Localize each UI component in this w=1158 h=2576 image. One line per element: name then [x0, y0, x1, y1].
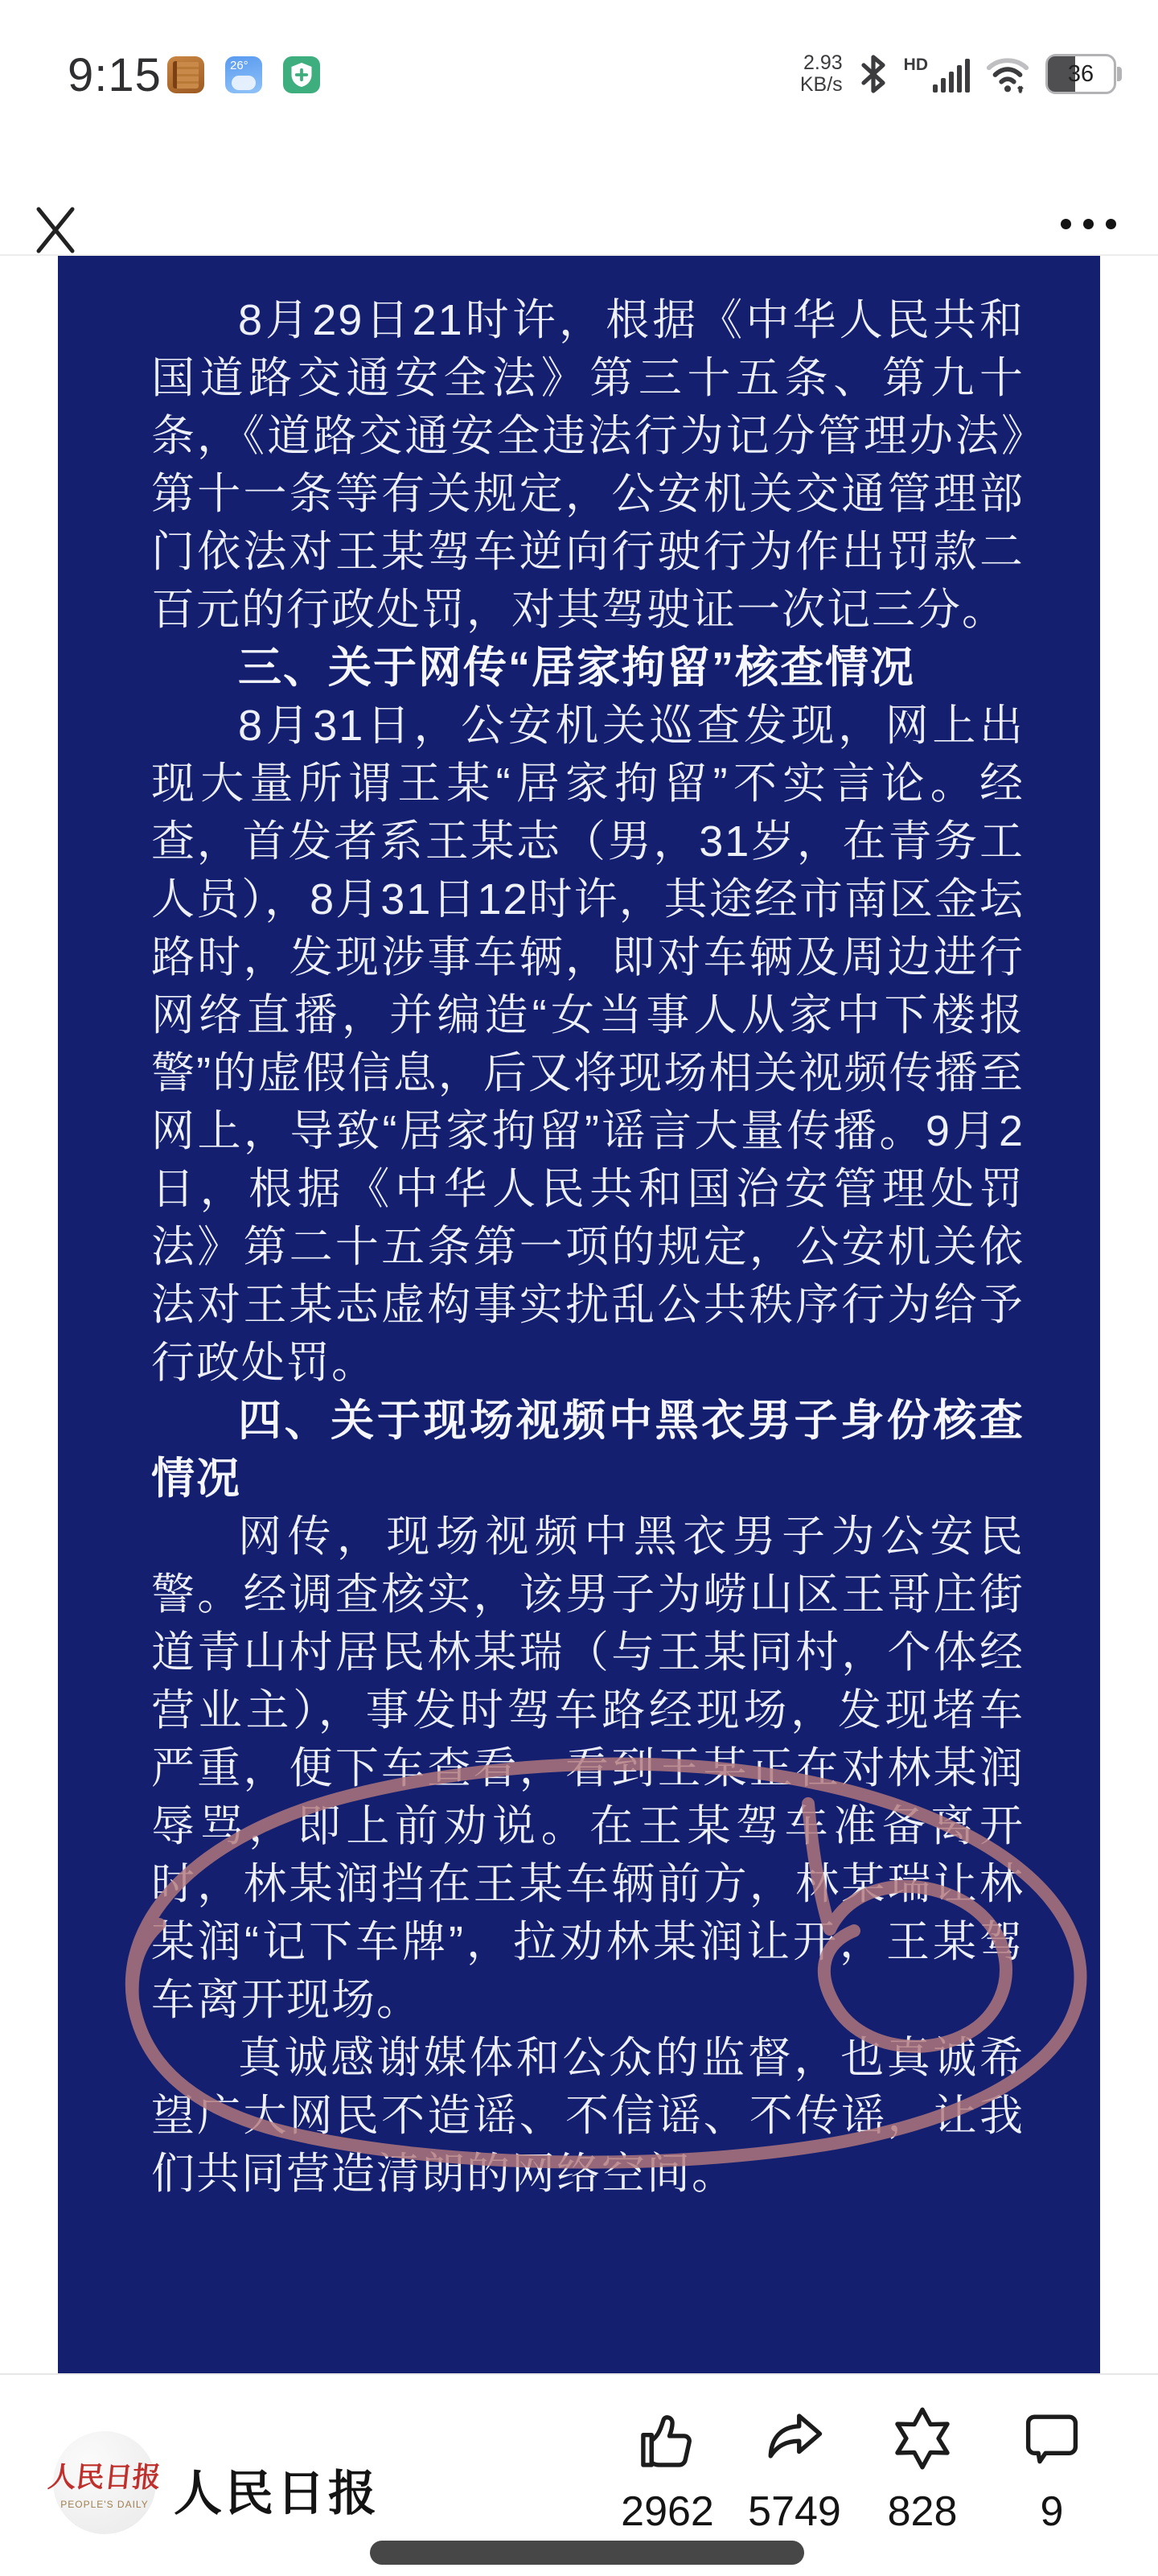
logo-calligraphy-text: 人民日报 [46, 2462, 162, 2493]
notification-app-icons [167, 56, 320, 93]
notice-paragraph: 真诚感谢媒体和公众的监督，也真诚希望广大网民不造谣、不信谣、不传谣，让我们共同营造清朗的网络空间。 [151, 2034, 1025, 2198]
battery-level: 36 [1067, 60, 1094, 87]
viewer-header [0, 201, 1158, 254]
hd-label: HD [903, 56, 928, 74]
publisher-name[interactable]: 人民日报 [174, 2467, 380, 2520]
clock-time: 9:15 [68, 49, 162, 101]
thumbs-up-icon [633, 2404, 702, 2473]
more-options-icon[interactable] [1061, 219, 1116, 229]
wifi-icon [984, 53, 1031, 95]
notice-section-heading: 三、关于网传“居家拘留”核查情况 [238, 644, 915, 692]
comment-count: 9 [1040, 2488, 1064, 2535]
status-indicators [800, 42, 1116, 106]
weather-temp: 26° [230, 59, 248, 72]
logo-english-text: PEOPLE'S DAILY [60, 2499, 149, 2510]
share-arrow-icon [760, 2404, 829, 2473]
notice-paragraph: 8月31日，公安机关巡查发现，网上出现大量所谓王某“居家拘留”不实言论。经查，首发者系王某志（男，31岁，在青务工人员），8月31日12时许，其途经市南区金坛路时，发现涉事车辆，即对车辆及周边进行网络直播，并编造“女当事人从家中下楼报警”的虚假信息，后又将现场相关视频传播至网上，导致“居家拘留”谣言大量传播。9月2日，根据《中华人民共和国治安管理处罚法》第二十五条第一项的规定，公安机关依法对王某志虚构事实扰乱公共秩序行为给予行政处罚。 [151, 702, 1025, 1387]
comment-bubble-icon [1017, 2404, 1086, 2473]
share-button[interactable] [726, 2404, 863, 2536]
notice-paragraph: 网传，现场视频中黑衣男子为公安民警。经调查核实，该男子为崂山区王哥庄街道青山村居民林某瑞（与王某同村，个体经营业主），事发时驾车路经现场，发现堵车严重，便下车查看，看到王某正在对林某润辱骂，即上前劝说。在王某驾车准备离开时，林某润挡在王某车辆前方，林某瑞让林某润“记下车牌”，拉劝林某润让开，王某驾车离开现场。 [151, 1512, 1025, 2024]
bluetooth-icon [857, 53, 889, 95]
like-count: 2962 [621, 2488, 714, 2535]
notice-section-heading: 四、关于现场视频中黑衣男子身份核查情况 [151, 1397, 1025, 1503]
network-speed: 2.93 KB/s [799, 51, 843, 96]
status-bar [0, 42, 1158, 106]
battery-icon [1045, 54, 1116, 94]
notice-paragraph: 8月29日21时许，根据《中华人民共和国道路交通安全法》第三十五条、第九十条，《道路交通安全违法行为记分管理办法》第十一条等有关规定，公安机关交通管理部门依法对王某驾车逆向行驶行为作出罚款二百元的行政处罚，对其驾驶证一次记三分。 [151, 296, 1025, 634]
comment-button[interactable] [983, 2404, 1120, 2536]
notice-text [151, 291, 1025, 2203]
wow-button[interactable] [854, 2404, 991, 2536]
cell-signal-icon [904, 56, 970, 93]
home-indicator[interactable] [370, 2541, 804, 2565]
close-icon[interactable] [29, 203, 82, 256]
like-button[interactable] [599, 2404, 736, 2536]
wow-count: 828 [887, 2488, 958, 2535]
weather-app-icon [225, 56, 262, 93]
cloud-icon [232, 76, 256, 90]
security-app-icon [283, 56, 320, 93]
dictionary-app-icon [167, 56, 204, 93]
six-point-star-icon [888, 2404, 957, 2473]
share-count: 5749 [748, 2488, 841, 2535]
shield-plus-icon [290, 61, 314, 88]
police-notice-image[interactable] [58, 256, 1100, 2373]
